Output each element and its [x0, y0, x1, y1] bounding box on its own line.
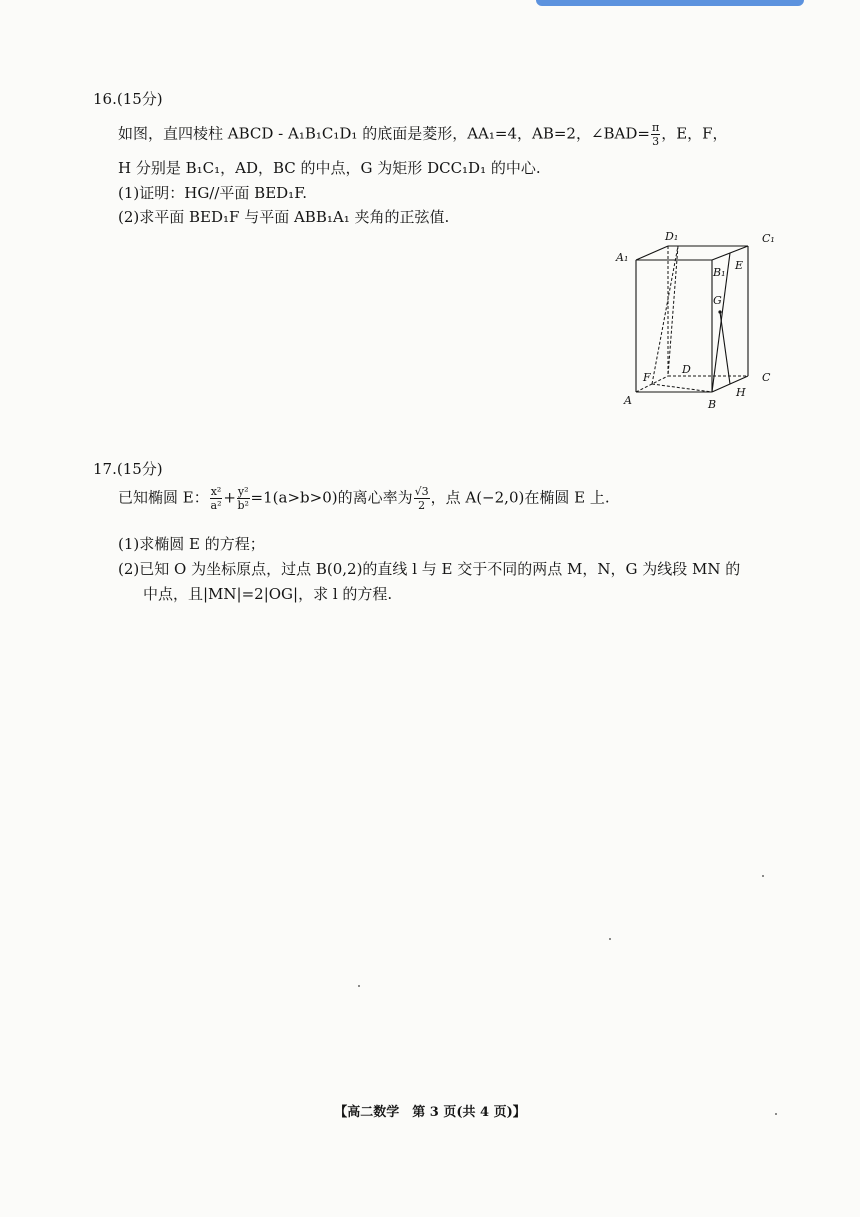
page-footer: 【高二数学 第 3 页(共 4 页)】	[334, 1105, 526, 1120]
fraction-numerator: π	[651, 121, 660, 134]
q17-line1-text-c: ，点 A(−2,0)在椭圆 E 上.	[430, 488, 610, 507]
prism-diagram	[612, 228, 788, 412]
fraction-denominator: 3	[652, 135, 660, 148]
question-17-part-2-line-1: (2)已知 O 为坐标原点，过点 B(0,2)的直线 l 与 E 交于不同的两点 M，N，G 为线段 MN 的	[118, 560, 741, 578]
fraction-denominator: a²	[210, 499, 222, 512]
q16-line1-text-a: 如图，直四棱柱 ABCD - A₁B₁C₁D₁ 的底面是菱形，AA₁=4，AB=2，∠BAD=	[118, 124, 650, 143]
label-e: E	[735, 259, 744, 272]
fraction-numerator: y²	[237, 485, 249, 498]
question-16-line-2: H 分别是 B₁C₁，AD，BC 的中点，G 为矩形 DCC₁D₁ 的中心.	[118, 159, 541, 177]
sqrt3-over-2-fraction	[414, 486, 430, 511]
hidden-segment-fb	[652, 384, 712, 392]
label-h: H	[736, 386, 746, 399]
pi-over-3-fraction	[651, 122, 660, 147]
label-b: B	[708, 398, 717, 411]
q16-line1-text-b: ，E，F，	[661, 124, 728, 143]
label-d1: D₁	[665, 230, 679, 243]
label-a: A	[624, 394, 632, 407]
scan-speck	[609, 938, 611, 940]
label-g: G	[713, 294, 722, 307]
label-a1: A₁	[616, 251, 629, 264]
q17-line1-text-a: 已知椭圆 E：	[118, 488, 209, 507]
scan-speck	[762, 875, 764, 877]
question-16-number: 16.(15分)	[93, 90, 163, 108]
fraction-denominator: 2	[418, 499, 426, 512]
y2-over-b2-fraction	[237, 486, 250, 511]
x2-over-a2-fraction	[210, 486, 223, 511]
scan-speck	[358, 985, 360, 987]
fraction-numerator: x²	[210, 485, 222, 498]
fraction-numerator: √3	[414, 485, 429, 498]
plus-sign: +	[223, 488, 236, 507]
label-d: D	[682, 363, 691, 376]
fraction-denominator: b²	[237, 499, 249, 512]
label-b1: B₁	[713, 266, 726, 279]
point-g	[718, 310, 721, 313]
label-c1: C₁	[762, 232, 775, 245]
hidden-segment-d1d	[668, 246, 678, 376]
prism-figure	[612, 228, 788, 412]
label-c: C	[762, 371, 771, 384]
question-17-part-2-line-2: 中点，且|MN|=2|OG|，求 l 的方程.	[143, 585, 393, 603]
top-blue-strip	[536, 0, 804, 6]
question-17-line-1	[118, 486, 610, 511]
edge-a1d1	[636, 246, 668, 260]
label-f: F	[643, 371, 651, 384]
hidden-segment-fd1	[652, 246, 678, 384]
question-16-line-1	[118, 122, 728, 147]
q17-line1-text-b: =1(a>b>0)的离心率为	[250, 488, 413, 507]
question-16-part-1: (1)证明：HG//平面 BED₁F.	[118, 184, 308, 202]
segment-gh	[720, 312, 730, 384]
question-17-part-1: (1)求椭圆 E 的方程；	[118, 535, 265, 553]
question-16-part-2: (2)求平面 BED₁F 与平面 ABB₁A₁ 夹角的正弦值.	[118, 208, 450, 226]
question-17-number: 17.(15分)	[93, 460, 163, 478]
